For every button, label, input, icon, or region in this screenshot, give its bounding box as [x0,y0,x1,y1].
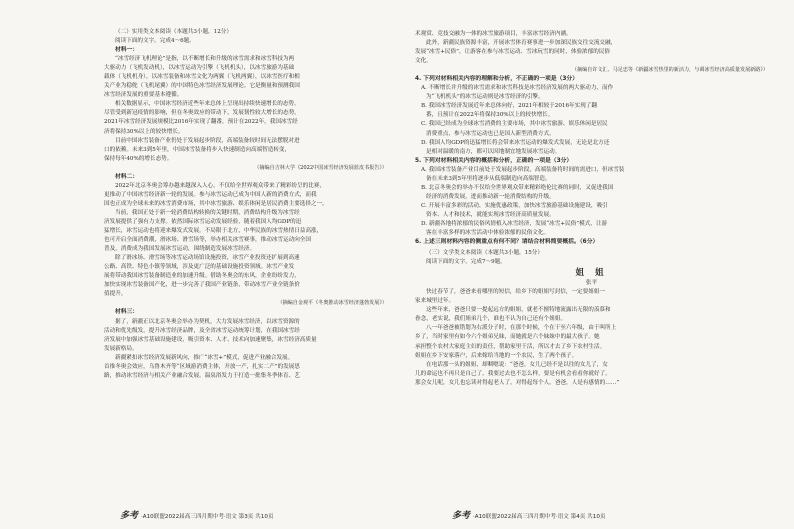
right-text-line: 5. 下列对材料相关内容的概括和分析，正确的一项是（3分） [415,157,573,164]
left-page-footer [120,508,274,521]
left-text-line: 目前中国冰雪装备产业仍处于发展起步阶段，高端装备较时间无法摆脱对进 [115,137,300,144]
left-text-line: 保持每年40%的增长态势。 [104,155,173,162]
left-text-line: 2022年北京冬奥会筹办越来越深入人心，不仅给全世界观众带来了精彩纷呈的比赛， [115,182,326,189]
right-text-line: 消费重点，参与冰雪运动也已是国人新型消费方式。 [426,130,555,137]
right-text-line: A. 我国冰雪装备产业目前处于发展起步阶段，高端装备将时间的需进口，但冰雪装 [421,166,625,173]
right-text-line: 是相对温暖的南方，都可以因地制宜地发展冰雪运动。 [426,148,561,155]
right-text-line: 眷念，老实说，我们姐弟几个，谁也不认为自己还有个姐姐。 [415,316,567,323]
right-text-line: 发展“冰雪+民俗”，让游客在参与冰雪运动、雪冰玩雪的同时，体验浓郁的民俗 [415,49,611,56]
left-text-line: 加快实现冰雪装备国产化，进一步完善了我国产业链条，带动冰雪产业全链条价 [104,282,300,289]
left-text-line: 济发展提供了强有力支撑。依然国际冰雪运动发展经验，随着我国人均GDP的迅 [104,218,302,225]
right-page-footer [452,508,606,521]
right-text-line: B. 我国冰雪经济发展近年来总体向好，2021年相较于2016年实现了翻 [421,103,597,110]
left-text-line: 关产业为稳舵（飞机尾翼）的中国特色冰雪经济发展理论。它是衡量和预测我国 [104,83,300,90]
right-text-line: 承担整个农村大家庭主妇的责任，帮助家里干活，所以才去了乡下农村生活。 [415,343,606,350]
right-text-line: 家来城里过年。 [415,298,455,305]
right-text-line: C. 开展丰富多彩的活动，实施优惠政策，加快冰雪旅游基础设施建设，吸引 [421,202,608,209]
right-text-line: 此外，新疆民族资源丰富，开展冰雪体育赛事进一步加深民族交往交流交融， [426,40,617,47]
left-text-line: 除了滑冰场、滑雪场等冰雪运动场馆设施投资，冰雪产业投资还扩展到高速 [115,255,300,262]
left-text-line: 材料三： [115,309,139,316]
left-text-line: 材料一： [115,47,139,54]
right-text-line: 姐姐在乡下安家落户，后来嫁给当地的一个农民，生了两个孩子。 [415,352,578,359]
left-text-line: 国也正成为全球未来的冰雪消费市场，其中冰雪旅游、娱乐体闲是居民消费主要选择之一。 [104,200,328,207]
left-text-line: 口的依赖。未来3到5年里，中国冰雪装备将步入快速制造向高端智造转变， [104,146,291,153]
left-text-line: （摘编自金观平《冬奥推动冰雪经济蓬勃发展》） [277,300,387,307]
publisher-logo: 多考 [452,511,471,521]
right-text-line: 番，且预计在2022年将保持30%以上的较快增长。 [426,112,554,119]
left-text-line: 大驱动力（飞机发动机），以冰雪运动为引擎（飞机机头），以冰雪旅游为基础 [104,65,295,72]
left-text-line: 当前，我国正处于新一轮消费结构转换的关键时期，消费结构升级为冰雪经 [115,209,300,216]
right-text-line: 经济的消费发展，进而推动新一轮消费结构的升级。 [426,193,555,200]
left-text-line: 展将带动我国冰雪装备制造业的加速升级。借助冬奥会的东风，企业纷纷发力， [104,273,300,280]
left-text-line: 相关数据显示，中国冰雪经济近些年来总体上呈现出持续快速增长的态势。 [115,101,300,108]
left-text-line: 公路、高铁、特色小镇等领域，涉及更广泛的基础设施投资领域。冰雪产业发 [104,264,295,271]
left-text-line: 值提升。 [104,291,127,298]
left-text-line: 更推动了中国冰雪经济新一轮的发展。参与冰雪运动已成为中国人新的消费方式，而我 [104,191,317,198]
right-text-line: D. 新疆各地将浓郁的民俗风情植入冰雪经济，发展“冰雪+民俗”模式，让游 [421,220,608,227]
right-text-line: 为“飞机机头”的冰雪运动则是冰雪经济的引擎。 [426,94,544,101]
right-text-line: 快过春节了，爸爸来看哪里的短信，给乡下的姐姐写封信，一定要姐姐一 [426,289,606,296]
right-text-line: 姐 姐 [575,268,608,279]
left-text-line: “冰雪经济飞机理论”是指，以不断增长和升级的冰雪需求和冰雪科技为两 [115,56,295,63]
right-text-line: 那会女儿呢，女儿也忘读对得起老人了，对得起每个人。爸爸，人是有感情的……” [415,379,620,386]
right-text-line: B. 北京冬奥会的举办不仅给全世界观众带来精彩绝伦比赛的同时，又促进我国 [421,184,614,191]
left-text-line: 载体（飞机机身），以冰雪装备和冰雪文化为两翼（飞机两翼），以冰雪医疗和相 [104,74,300,81]
right-text-line: （摘编自许文汇、马足忠等《新疆冰雪热里的新活力，与调冰雪经济高质量发展新路》） [571,67,768,74]
right-text-line: （三）文学类文本阅读（本题共3小题，15分） [426,250,543,257]
right-text-line: 八一年爸爸被错划为右派分子时，在那个时候，个在干至六年级，由于叫所上 [426,325,617,332]
left-text-line: 材料二： [115,173,139,180]
left-text-line: 普及，消费成为我国发展冰雪运动，围绕制造发展冰雪经济。 [104,246,256,253]
right-text-line: C. 我国已经成为全球冰雪消费的主要市场，其中冰雪旅游、娱乐休闲是居民 [421,121,608,128]
right-text-line: A. 不断增长并升级的冰雪需求和冰雪科技是冰雪经济发展的两大驱动力，而作 [421,85,614,92]
right-text-line: 这些年来，爸爸只要一提起远方的姐姐，就老不擅特地流露出无限的羡慕和 [426,307,611,314]
left-text-line: 济将保持30%以上的较快增长。 [104,128,184,135]
right-text-line: 术观赏、竞技交融为一体的冰雪旅游项目，丰富冰雪经济内涵。 [415,31,572,37]
right-footer-text: ·A10联盟2022届高三四月期中考·语文 第4页 共10页 [473,514,606,520]
left-text-line: （摘编自吉林大学《2022中国冰雪经济发展蓝皮书报告》） [254,164,387,171]
left-text-line: 冰雪经济发展的重要基本遵循。 [104,92,183,99]
left-text-line: 发展新格局。 [104,345,138,352]
right-text-line: 阅读下面的文字，完成7～9题。 [426,259,506,266]
right-text-line: 张平 [585,280,598,287]
left-footer-text: ·A10联盟2022届高三四月期中考·语文 第3页 共10页 [141,514,274,520]
left-text-line: 路，推动冰雪经济与相关产业融合发展。温泉浴发力于打造一批集冬季体育、艺 [104,372,300,379]
left-text-line: 活动和优先级发，提升冰雪经济品牌，及全省冰雪运动统筹计划，在我国冰雪经 [104,327,300,334]
left-text-line: 尽管受到新冠疫情的影响，但在冬奥效应的带动下，发展韧性较大增长的态势。 [104,110,300,117]
left-text-line: 济发展中加强冰雪基础设施建设，吸引资本、人才、技术向加速聚集，冰雪经济高质量 [104,336,317,343]
right-text-line: 备在未来3到5年里将逐步从低端制造向高端智造。 [426,175,551,182]
left-text-line: 也可开启全面消费潮，滑冰场、滑雪场等，举办相关冰雪赛事，推动冰雪运动向全国 [104,237,311,244]
right-text-line: 客在丰富多样的冰雪活动中体验浓郁的民俗文化。 [426,230,550,237]
right-text-line: 资本、人才和技术，就能实现冰雪经济高质量发展。 [426,211,555,218]
publisher-logo: 多考 [120,511,139,521]
left-text-line: 新疆紧扣冰雪经济发展新风向，推广“冰雪+”模式，促进产业融合发展。 [115,354,294,361]
right-text-line: 6. 上述三则材料内容的侧重点有何不同？请结合材料简要概括。（6分） [415,239,599,246]
right-text-line: 儿的命运也不再只是自己了，我要过去也不怎么样，要是有机会看看你就好了。 [415,370,611,377]
right-text-line: 在电话那一头的姐姐，却咽嗯说：“爸爸，女儿已经不是以往的女儿了，女 [426,361,608,368]
left-text-line: 猛增长，冰雪运动也将迎来爆发式发展。不局限于北方，中华民族的冰雪热情日益高涨， [104,228,323,235]
left-text-line: 阅读下面的文字，完成4～6题。 [115,38,195,45]
right-text-line: 文化。 [415,58,432,65]
right-text-line: D. 我国人均GDP的迅猛增长将会带来冰雪运动的爆发式发展，无论是北方还 [421,139,610,146]
right-text-line: 4. 下列对材料相关内容的理解和分析，不正确的一项是（3分） [415,76,579,83]
left-text-line: 据了，新疆正以北京冬奥会举办为契机，大力发展冰雪经济，以冰雪资源的 [115,318,300,325]
right-page [397,0,794,529]
left-text-line: （二）实用类文本阅读（本题共3小题，12分） [115,29,232,35]
left-text-line: 2021年冰雪经济发展规模比2016年实现了翻番，预计在2022年，我国冰雪经 [104,119,298,126]
left-text-line: 首推冬奥会效应，乌鲁木齐等“区域游消费主体，开放一产，扎实二产”的发展思 [104,363,300,370]
right-text-line: 乡了，当时家里有如今六个姐弟兄妹，而她就是六个妹妹中的最大孩子。她 [415,334,600,341]
